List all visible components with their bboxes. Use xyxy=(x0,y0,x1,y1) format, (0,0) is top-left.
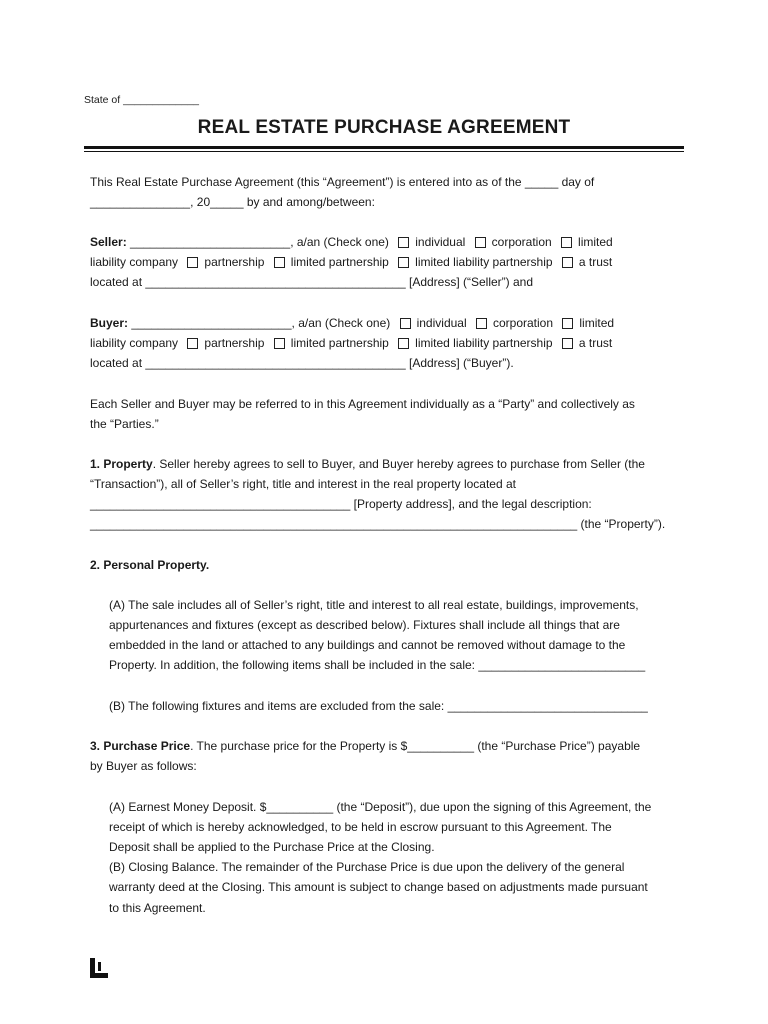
section3-b-line-1: (B) Closing Balance. The remainder of the Purchase Price is due upon the delivery of the general xyxy=(109,860,625,874)
seller-llp-label: limited liability partnership xyxy=(415,255,553,269)
buyer-corporation-checkbox[interactable] xyxy=(476,318,487,329)
intro-line-2: _______________, 20_____ by and among/between: xyxy=(90,195,375,209)
section3-line-2: by Buyer as follows: xyxy=(90,759,197,773)
buyer-trust-checkbox[interactable] xyxy=(562,338,573,349)
title-rule-thin xyxy=(84,151,684,152)
section3-a-line-1: (A) Earnest Money Deposit. $__________ (the “Deposit”), due upon the signing of this Agreement, the xyxy=(109,800,652,814)
seller-line-2 xyxy=(90,252,612,272)
buyer-llc-checkbox[interactable] xyxy=(562,318,573,329)
seller-limited-partnership-checkbox[interactable] xyxy=(274,257,285,268)
section2-a-line-3: embedded in the land or attached to any buildings and cannot be removed without damage to the xyxy=(109,638,626,652)
seller-line-1 xyxy=(90,232,613,252)
brand-logo-icon xyxy=(90,958,108,978)
seller-individual-label: individual xyxy=(415,235,466,249)
section2-heading xyxy=(90,555,209,575)
seller-llc-label-part2: liability company xyxy=(90,255,179,269)
section2-b-line-1: (B) The following fixtures and items are excluded from the sale: ______________________________ xyxy=(109,699,648,713)
section1-heading: 1. Property xyxy=(90,457,153,471)
section1-line-2: “Transaction”), all of Seller’s right, title and interest in the real property located at xyxy=(90,477,516,491)
buyer-llc-label-part2: liability company xyxy=(90,336,179,350)
buyer-partnership-label: partnership xyxy=(204,336,265,350)
buyer-limited-partnership-label: limited partnership xyxy=(290,336,389,350)
parties-line-2: the “Parties.” xyxy=(90,417,159,431)
seller-individual-checkbox[interactable] xyxy=(398,237,409,248)
section2-a-line-1: (A) The sale includes all of Seller’s right, title and interest to all real estate, buildings, improvements, xyxy=(109,598,639,612)
seller-name-blank: ________________________, a/an (Check one) xyxy=(130,235,389,249)
seller-corporation-checkbox[interactable] xyxy=(475,237,486,248)
buyer-llp-label: limited liability partnership xyxy=(415,336,553,350)
parties-line-1: Each Seller and Buyer may be referred to in this Agreement individually as a “Party” and collectively as xyxy=(90,397,635,411)
seller-llc-label-part1: limited xyxy=(578,235,613,249)
intro-line-1: This Real Estate Purchase Agreement (this “Agreement”) is entered into as of the _____ day of xyxy=(90,175,595,189)
section3-text-1: . The purchase price for the Property is $__________ (the “Purchase Price”) payable xyxy=(190,739,641,753)
section2-a-line-2: appurtenances and fixtures (except as described below). Fixtures shall include all things that are xyxy=(109,618,620,632)
section3-b-line-3: to this Agreement. xyxy=(109,901,206,915)
section1-line-1 xyxy=(90,454,645,474)
section3-heading: 3. Purchase Price xyxy=(90,739,191,753)
seller-trust-label: a trust xyxy=(578,255,613,269)
title-rule-thick xyxy=(84,146,684,149)
seller-partnership-checkbox[interactable] xyxy=(187,257,198,268)
buyer-trust-label: a trust xyxy=(578,336,613,350)
buyer-line-2 xyxy=(90,333,612,353)
buyer-corporation-label: corporation xyxy=(492,316,554,330)
buyer-individual-checkbox[interactable] xyxy=(400,318,411,329)
buyer-llp-checkbox[interactable] xyxy=(398,338,409,349)
seller-limited-partnership-label: limited partnership xyxy=(290,255,389,269)
section1-line-4: _________________________________________________________________________ (the “Property”). xyxy=(90,517,666,531)
section2-a-line-4: Property. In addition, the following items shall be included in the sale: _________________________ xyxy=(109,658,646,672)
seller-partnership-label: partnership xyxy=(204,255,265,269)
buyer-line-1 xyxy=(90,313,614,333)
buyer-limited-partnership-checkbox[interactable] xyxy=(274,338,285,349)
buyer-llc-label-part1: limited xyxy=(579,316,615,330)
seller-corporation-label: corporation xyxy=(491,235,552,249)
section1-text-1: . Seller hereby agrees to sell to Buyer, and Buyer hereby agrees to purchase from Seller (the xyxy=(152,457,645,471)
document-title: REAL ESTATE PURCHASE AGREEMENT xyxy=(197,117,571,138)
seller-llp-checkbox[interactable] xyxy=(398,257,409,268)
buyer-name-blank: ________________________, a/an (Check one) xyxy=(131,316,391,330)
section3-a-line-2: receipt of which is hereby acknowledged, to be held in escrow pursuant to this Agreement. The xyxy=(109,820,612,834)
seller-address-line: located at _______________________________________ [Address] (“Seller”) and xyxy=(90,275,534,289)
buyer-individual-label: individual xyxy=(416,316,467,330)
buyer-address-line: located at _______________________________________ [Address] (“Buyer”). xyxy=(90,356,514,370)
seller-llc-checkbox[interactable] xyxy=(561,237,572,248)
section1-line-3: _______________________________________ [Property address], and the legal description: xyxy=(90,497,592,511)
seller-trust-checkbox[interactable] xyxy=(562,257,573,268)
section3-line-1 xyxy=(90,736,640,756)
section3-b-line-2: warranty deed at the Closing. This amount is subject to change based on adjustments made pursuant xyxy=(109,880,648,894)
seller-label: Seller: xyxy=(90,235,127,249)
buyer-label: Buyer: xyxy=(90,316,129,330)
buyer-partnership-checkbox[interactable] xyxy=(187,338,198,349)
section2-heading-text: 2. Personal Property. xyxy=(90,558,210,572)
section3-a-line-3: Deposit shall be applied to the Purchase Price at the Closing. xyxy=(109,840,435,854)
state-line: State of _____________ xyxy=(84,94,200,106)
